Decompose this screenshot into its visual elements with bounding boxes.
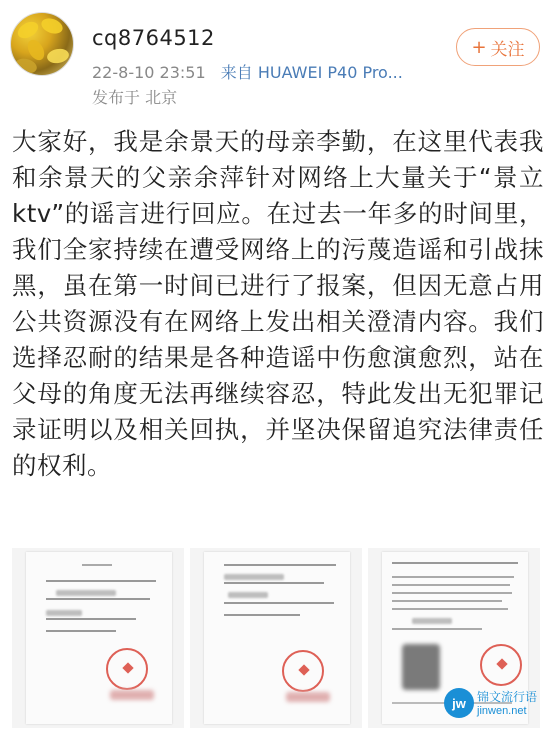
post-device[interactable]: 来自 HUAWEI P40 Pro...	[220, 63, 403, 82]
post-header	[0, 0, 553, 118]
watermark-url: jinwen.net	[477, 705, 527, 717]
plus-icon: +	[471, 36, 487, 58]
follow-button-label: 关注	[490, 39, 525, 60]
post-time: 22-8-10 23:51	[92, 63, 206, 82]
image-grid	[12, 548, 542, 728]
document-image	[204, 552, 350, 724]
post-location: 发布于 北京	[92, 88, 178, 107]
jw-logo-icon: jw	[444, 688, 474, 718]
avatar[interactable]	[10, 12, 74, 76]
post-text: 大家好，我是余景天的母亲李勤，在这里代表我和余景天的父亲余萍针对网络上大量关于“景立ktv”的谣言进行回应。在过去一年多的时间里，我们全家持续在遭受网络上的污蔑造谣和引战抹黑，虽在第一时间已进行了报案，但因无意占用公共资源没有在网络上发出相关澄清内容。我们选择忍耐的结果是各种造谣中伤愈演愈烈，站在父母的角度无法再继续容忍，特此发出无犯罪记录证明以及相关回执，并坚决保留追究法律责任的权利。	[12, 127, 544, 480]
image-thumbnail[interactable]	[12, 548, 184, 728]
follow-button[interactable]	[456, 28, 540, 66]
watermark-title: 锦文流行语	[477, 690, 538, 704]
document-image	[26, 552, 172, 724]
site-watermark	[444, 686, 538, 722]
image-thumbnail[interactable]	[368, 548, 540, 728]
post-meta	[92, 60, 403, 83]
username[interactable]: cq8764512	[92, 26, 215, 50]
image-thumbnail[interactable]	[190, 548, 362, 728]
